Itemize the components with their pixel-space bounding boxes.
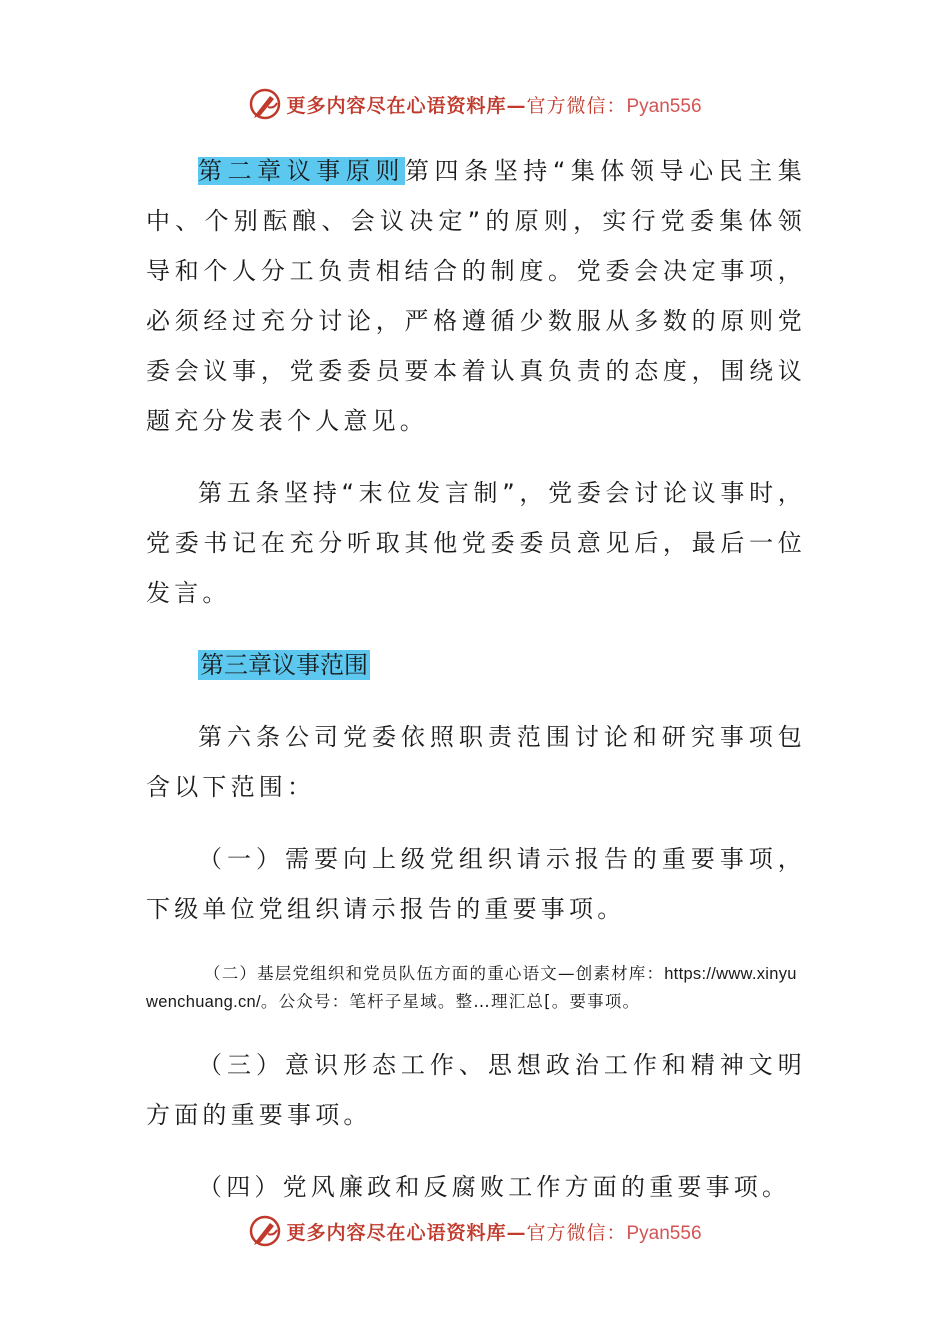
item-2-prefix: （二）基层党组织和党员队伍方面的重心语文—创素材库：	[204, 964, 665, 983]
article-6: 第六条公司党委依照职责范围讨论和研究事项包含以下范围：	[146, 723, 806, 801]
chapter-3-heading: 第三章议事范围	[200, 651, 368, 679]
banner-wechat-label: 官方微信：	[526, 1221, 627, 1244]
banner-title: 更多内容尽在心语资料库	[286, 1221, 507, 1244]
banner-wechat-label: 官方微信：	[526, 94, 627, 117]
item-3: （三）意识形态工作、思想政治工作和精神文明方面的重要事项。	[146, 1051, 806, 1129]
banner-text	[286, 1218, 701, 1245]
article-5: 第五条坚持“末位发言制”，党委会讨论议事时，党委书记在充分听取其他党委委员意见后，最后一位发言。	[146, 479, 806, 607]
article-4-text: 第四条坚持“集体领导心民主集中、个别酝酿、会议决定”的原则，实行党委集体领导和个人分工负责相结合的制度。党委会决定事项，必须经过充分讨论，严格遵循少数服从多数的原则党委会议事，党委委员要本着认真负责的态度，围绕议题充分发表个人意见。	[146, 157, 807, 435]
banner-wechat-id: Pyan556	[626, 95, 702, 117]
banner-dash: —	[506, 1221, 527, 1244]
banner-dash: —	[506, 94, 527, 117]
pen-logo-icon	[248, 1214, 282, 1248]
item-1: （一）需要向上级党组织请示报告的重要事项，下级单位党组织请示报告的重要事项。	[146, 845, 806, 923]
document-body	[146, 146, 806, 1212]
item-2-suffix: 。公众号：笔杆子星域。整…理汇总[。要事项。	[260, 992, 641, 1011]
pen-logo-icon	[248, 87, 282, 121]
banner-text	[286, 91, 701, 118]
banner-wechat-id: Pyan556	[626, 1222, 702, 1244]
chapter-3-row	[146, 640, 806, 690]
header-banner	[0, 84, 950, 124]
item-4: （四）党风廉政和反腐败工作方面的重要事项。	[198, 1173, 791, 1201]
banner-title: 更多内容尽在心语资料库	[286, 94, 507, 117]
item-2	[146, 960, 806, 1016]
chapter-2-heading: 第二章议事原则	[198, 157, 405, 185]
footer-banner	[0, 1211, 950, 1251]
article-4	[146, 146, 806, 446]
item-2-url: https://www.xinyuwenchuang.cn/	[146, 965, 797, 1011]
